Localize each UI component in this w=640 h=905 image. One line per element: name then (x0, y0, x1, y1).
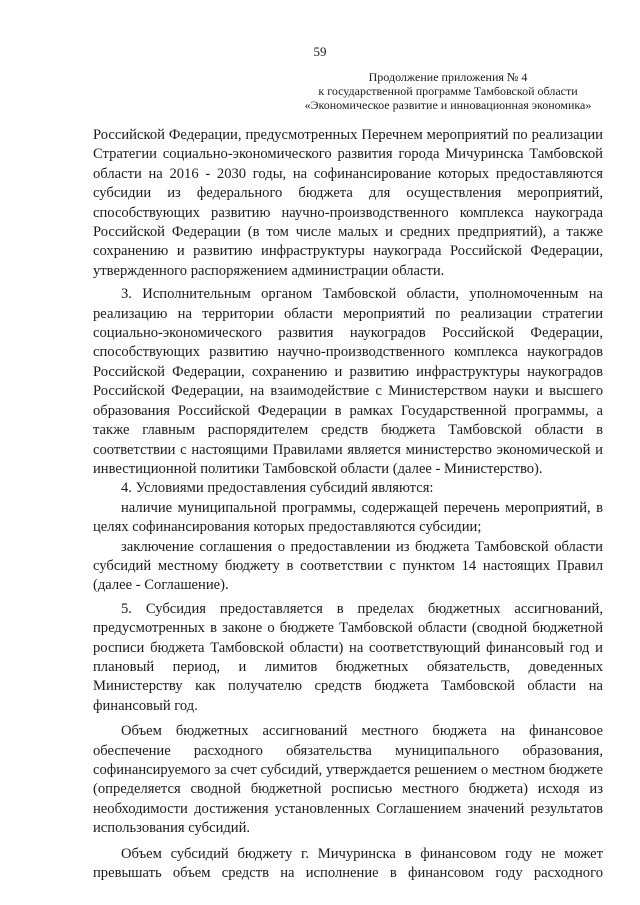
header-line-2: к государственной программе Тамбовской области (318, 84, 578, 98)
appendix-header (298, 70, 598, 112)
paragraph-item-3: 3. Исполнительным органом Тамбовской области, уполномоченным на реализацию на территории области мероприятий по реализации стратегии социально-экономического развития наукоградов Российской Федерации, способствующих развитию научно-производственного комплекса наукоградов Российской Федерации, сохранению и развитию инфраструктуры наукоградов Российской Федерации, на взаимодействие с Министерством науки и высшего образования Российской Федерации в рамках Государственной программы, а также главным распорядителем средств бюджета Тамбовской области в соответствии с настоящими Правилами является министерство экономической и инвестиционной политики Тамбовской области (далее - Министерство). (93, 286, 603, 477)
paragraph-continuation: Российской Федерации, предусмотренных Перечнем мероприятий по реализации Стратегии социально-экономического развития города Мичуринска Тамбовской области на 2016 - 2030 годы, на софинансирование которых предоставляются субсидии из федерального бюджета для осуществления мероприятий, способствующих развитию научно-производственного комплекса наукограда Российской Федерации (в том числе малых и средних предприятий), а также сохранению и развитию инфраструктуры наукограда Российской Федерации, утвержденного распоряжением администрации области. (93, 127, 603, 279)
document-body (93, 126, 603, 883)
paragraph-budget-volume: Объем бюджетных ассигнований местного бюджета на финансовое обеспечение расходного обязательства муниципального образования, софинансируемого за счет субсидий, утверждается решением о местном бюджете (определяется сводной бюджетной росписью местного бюджета) исходя из необходимости достижения установленных Соглашением значений результатов использования субсидий. (93, 723, 603, 837)
paragraph-subsidy-limit: Объем субсидий бюджету г. Мичуринска в финансовом году не может превышать объем средств на исполнение в финансовом году расходного (93, 845, 603, 882)
paragraph-item-5: 5. Субсидия предоставляется в пределах бюджетных ассигнований, предусмотренных в законе о бюджете Тамбовской области (сводной бюджетной росписи бюджета Тамбовской области) на соответствующий финансовый год и плановый период, и лимитов бюджетных обязательств, доведенных Министерству как получателю средств бюджета Тамбовской области на финансовый год. (93, 600, 603, 714)
header-line-3: «Экономическое развитие и инновационная экономика» (304, 98, 592, 112)
header-line-1: Продолжение приложения № 4 (368, 70, 528, 84)
paragraph-item-4: 4. Условиями предоставления субсидий являются: (121, 480, 434, 497)
page-number: 59 (313, 44, 327, 59)
paragraph-condition-2: заключение соглашения о предоставлении из бюджета Тамбовской области субсидий местному бюджету в соответствии с пунктом 14 настоящих Правил (далее - Соглашение). (93, 538, 603, 594)
paragraph-condition-1: наличие муниципальной программы, содержащей перечень мероприятий, в целях софинансирования которых предоставляются субсидии; (93, 499, 603, 536)
